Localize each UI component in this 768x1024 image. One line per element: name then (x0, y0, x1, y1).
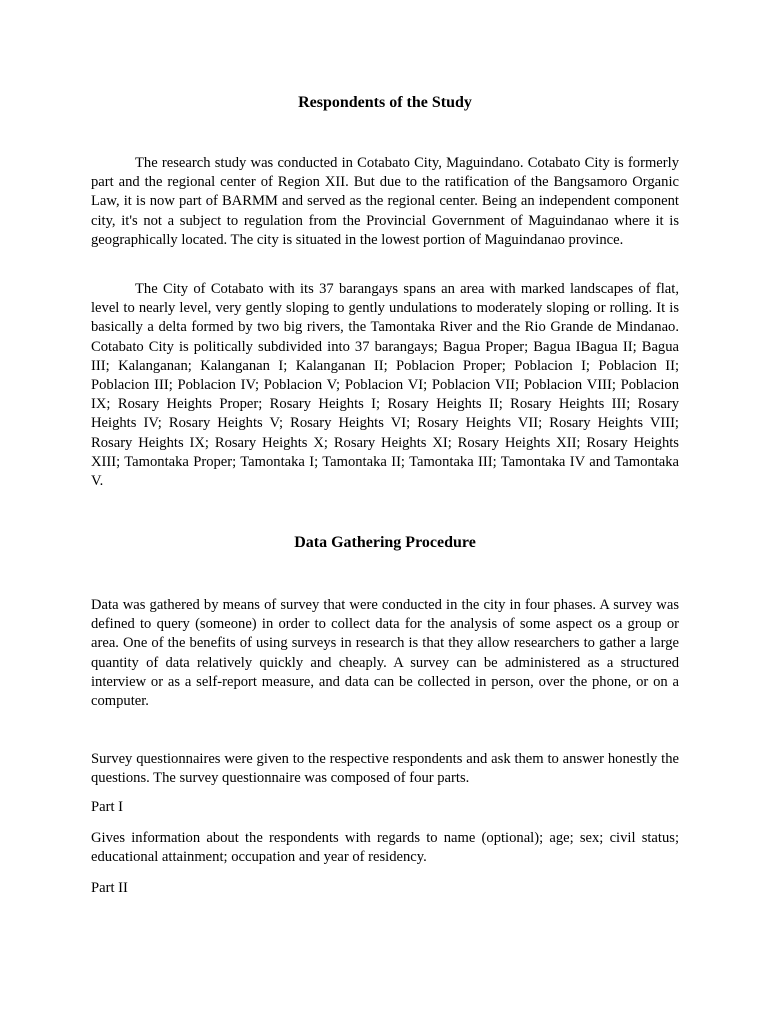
part-two-label: Part II (91, 880, 128, 896)
section-heading-data-gathering: Data Gathering Procedure (294, 534, 476, 551)
paragraph-survey-method: Data was gathered by means of survey that were conducted in the city in four phases. A survey was defined to query (someone) in order to collect data for the analysis of some aspect os a group or area. One of the benefits of using surveys in research is that they allow researchers to gather a large quantity of data relatively quickly and cheaply. A survey can be administered as a structured interview or as a self-report measure, and data can be collected in person, over the phone, or on a computer. (91, 597, 679, 710)
paragraph-barangays: The City of Cotabato with its 37 barangays spans an area with marked landscapes of flat, level to nearly level, very gently sloping to gently undulations to moderately sloping or rolling. It is basically a delta formed by two big rivers, the Tamontaka River and the Rio Grande de Mindanao. Cotabato City is politically subdivided into 37 barangays; Bagua Proper; Bagua IBagua II; Bagua III; Kalanganan; Kalanganan I; Kalanganan II; Poblacion Proper; Poblacion I; Poblacion II; Poblacion III; Poblacion IV; Poblacion V; Poblacion VI; Poblacion VII; Poblacion VIII; Poblacion IX; Rosary Heights Proper; Rosary Heights I; Rosary Heights II; Rosary Heights III; Rosary Heights IV; Rosary Heights V; Rosary Heights VI; Rosary Heights VII; Rosary Heights VIII; Rosary Heights IX; Rosary Heights X; Rosary Heights XI; Rosary Heights XII; Rosary Heights XIII; Tamontaka Proper; Tamontaka I; Tamontaka II; Tamontaka III; Tamontaka IV and Tamontaka V. (91, 281, 679, 490)
paragraph-study-location: The research study was conducted in Cotabato City, Maguindano. Cotabato City is formerly part and the regional center of Region XII. But due to the ratification of the Bangsamoro Organic Law, it is now part of BARMM and served as the regional center. Being an independent component city, it's not a subject to regulation from the Provincial Government of Maguindanao where it is geographically located. The city is situated in the lowest portion of Maguindanao province. (91, 155, 679, 248)
part-one-description: Gives information about the respondents with regards to name (optional); age; sex; civil status; educational attainment; occupation and year of residency. (91, 830, 679, 866)
section-heading-respondents: Respondents of the Study (298, 94, 472, 111)
paragraph-questionnaire: Survey questionnaires were given to the respective respondents and ask them to answer honestly the questions. The survey questionnaire was composed of four parts. (91, 751, 679, 787)
part-one-label: Part I (91, 799, 124, 815)
